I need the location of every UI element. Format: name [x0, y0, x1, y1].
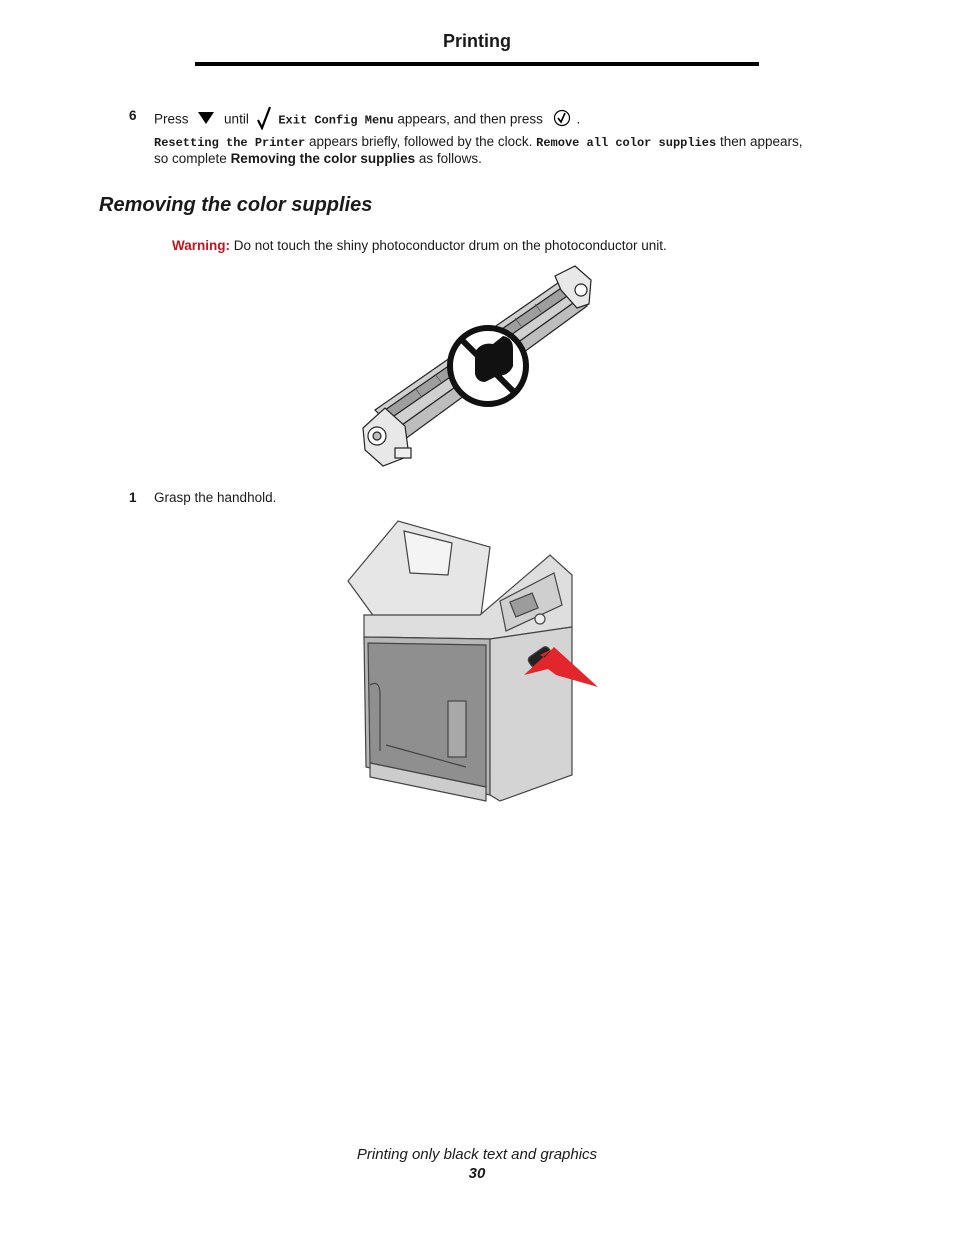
remove-color-supplies-text: Remove all color supplies [536, 136, 717, 150]
step-6-line-1 [154, 106, 854, 134]
step-1-text: Grasp the handhold. [154, 490, 277, 505]
step-6-line-2 [154, 134, 854, 151]
step-number: 6 [129, 108, 137, 123]
photoconductor-illustration [355, 260, 605, 475]
period-text: . [576, 111, 581, 127]
appears-text: appears, and then press [397, 111, 543, 127]
then-appears-text: then appears, [719, 134, 803, 149]
so-complete-text: so complete [154, 151, 227, 166]
printer-illustration [340, 515, 610, 810]
section-heading: Removing the color supplies [99, 194, 373, 216]
briefly-text: appears briefly, followed by the clock. [309, 134, 533, 149]
press-text: Press [154, 111, 189, 127]
footer-title: Printing only black text and graphics [356, 1146, 598, 1163]
warning-note [172, 238, 812, 254]
until-text: until [224, 111, 249, 127]
warning-text: Do not touch the shiny photoconductor drum on the photoconductor unit. [233, 238, 667, 253]
checkmark-icon [257, 106, 271, 134]
no-touch-icon [450, 328, 526, 404]
resetting-printer-text: Resetting the Printer [154, 136, 306, 150]
select-button-icon [553, 109, 571, 131]
section-link[interactable]: Removing the color supplies [230, 151, 416, 166]
exit-config-menu-text: Exit Config Menu [278, 113, 394, 128]
down-arrow-icon [198, 111, 214, 129]
page-header-title: Printing [443, 31, 511, 51]
as-follows-text: as follows. [418, 151, 482, 166]
page-number: 30 [468, 1165, 486, 1182]
warning-label: Warning: [172, 238, 230, 253]
step-6-line-3 [154, 151, 854, 167]
header-rule [195, 62, 759, 66]
step-number: 1 [129, 490, 137, 505]
